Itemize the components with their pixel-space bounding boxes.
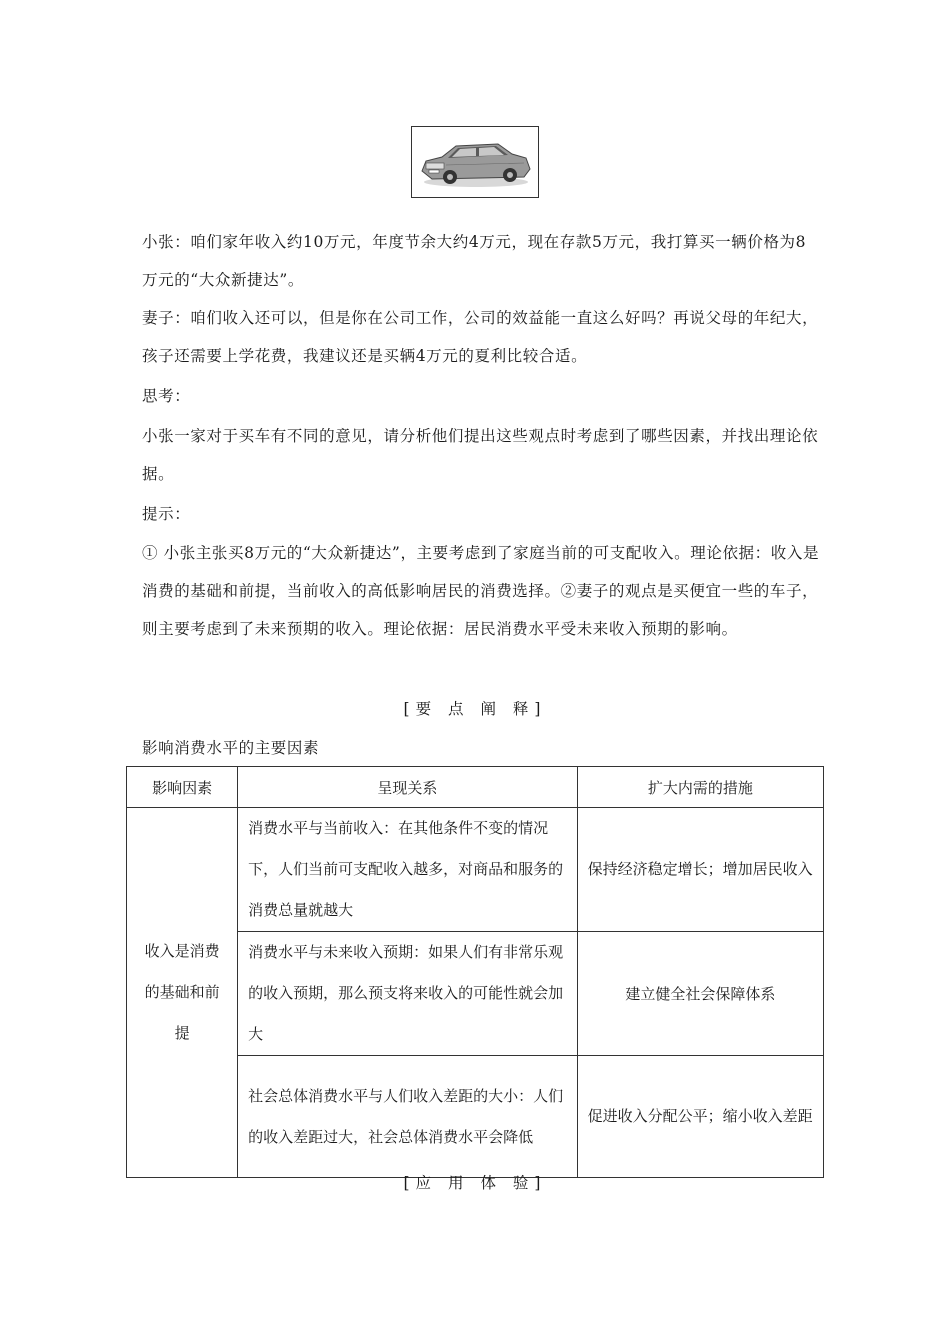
header-relation: 呈现关系 xyxy=(238,767,577,808)
relation-cell: 社会总体消费水平与人们收入差距的大小：人们的收入差距过大，社会总体消费水平会降低 xyxy=(238,1056,577,1178)
measure-cell: 建立健全社会保障体系 xyxy=(577,932,823,1056)
dialogue-xiaozhang: 小张：咱们家年收入约10万元，年度节余大约4万元，现在存款5万元，我打算买一辆价格为8万元的“大众新捷达”。 xyxy=(142,233,807,289)
think-label: 思考： xyxy=(142,387,191,405)
relation-cell: 消费水平与当前收入：在其他条件不变的情况下，人们当前可支配收入越多，对商品和服务的消费总量就越大 xyxy=(238,808,577,932)
factors-table xyxy=(126,766,824,1178)
measure-cell: 促进收入分配公平；缩小收入差距 xyxy=(577,1056,823,1178)
hint-label: 提示： xyxy=(142,505,191,523)
section-heading-application: [应 用 体 验] xyxy=(403,1174,547,1192)
table-title: 影响消费水平的主要因素 xyxy=(142,739,320,757)
dialogue-wife: 妻子：咱们收入还可以，但是你在公司工作，公司的效益能一直这么好吗？再说父母的年纪大，孩子还需要上学花费，我建议还是买辆4万元的夏利比较合适。 xyxy=(142,309,819,365)
header-measure: 扩大内需的措施 xyxy=(577,767,823,808)
header-factor: 影响因素 xyxy=(127,767,238,808)
table-header-row xyxy=(127,767,824,808)
section-heading-key-points: [要 点 阐 释] xyxy=(403,700,547,718)
factor-cell: 收入是消费的基础和前提 xyxy=(127,808,238,1178)
car-image xyxy=(412,127,538,197)
hint-answer: ① 小张主张买8万元的“大众新捷达”，主要考虑到了家庭当前的可支配收入。理论依据：收入是消费的基础和前提，当前收入的高低影响居民的消费选择。②妻子的观点是买便宜一些的车子，则主要考虑到了未来预期的收入。理论依据：居民消费水平受未来收入预期的影响。 xyxy=(142,544,820,638)
measure-cell: 保持经济稳定增长；增加居民收入 xyxy=(577,808,823,932)
car-photo xyxy=(411,126,539,198)
relation-cell: 消费水平与未来收入预期：如果人们有非常乐观的收入预期，那么预支将来收入的可能性就会加大 xyxy=(238,932,577,1056)
table-row xyxy=(127,808,824,932)
think-question: 小张一家对于买车有不同的意见，请分析他们提出这些观点时考虑到了哪些因素，并找出理论依据。 xyxy=(142,427,819,483)
